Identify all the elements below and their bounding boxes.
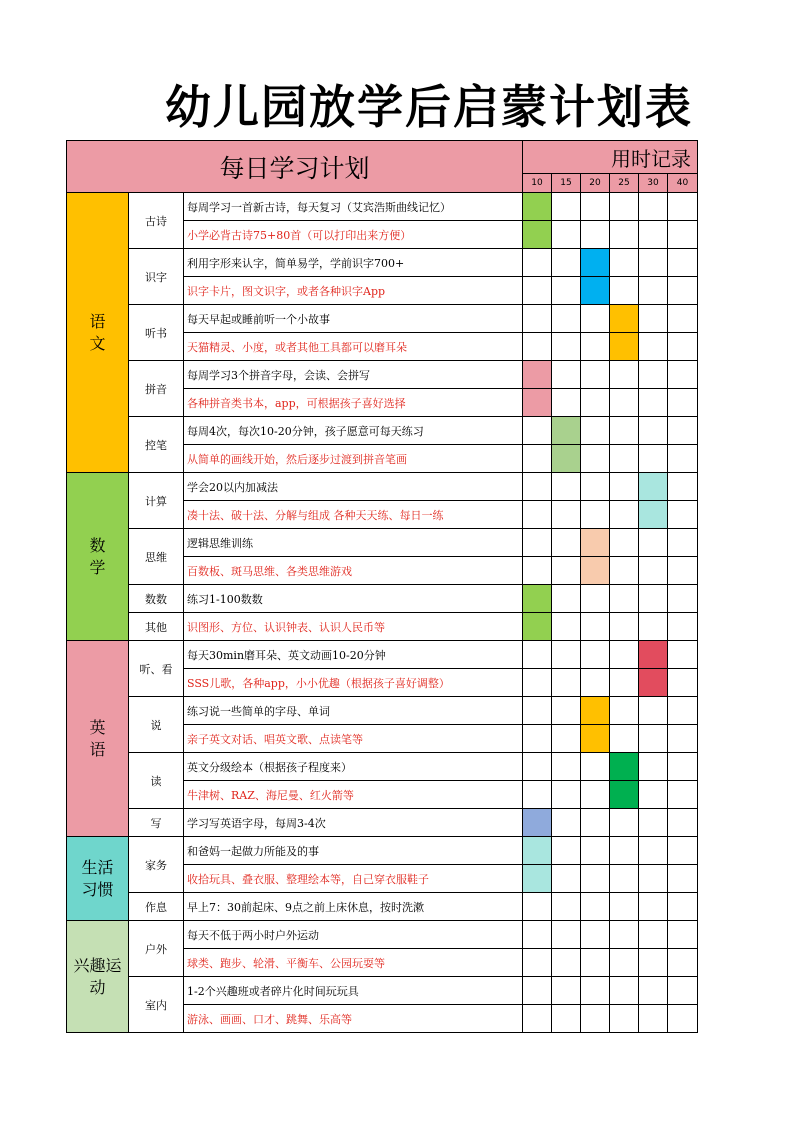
time-cell[interactable]	[552, 361, 581, 389]
time-cell[interactable]	[523, 781, 552, 809]
time-cell[interactable]	[668, 725, 698, 753]
time-cell[interactable]	[581, 501, 610, 529]
subject-label: 室内	[129, 977, 184, 1033]
table-row	[67, 809, 698, 837]
subject-label: 计算	[129, 473, 184, 529]
time-cell[interactable]	[610, 361, 639, 389]
time-cell[interactable]	[581, 809, 610, 837]
time-cell[interactable]	[639, 557, 668, 585]
time-cell-filled[interactable]	[523, 389, 552, 417]
subject-label: 读	[129, 753, 184, 809]
time-cell[interactable]	[639, 277, 668, 305]
subject-label: 古诗	[129, 193, 184, 249]
time-cell[interactable]	[668, 417, 698, 445]
time-cell[interactable]	[552, 193, 581, 221]
time-cell[interactable]	[610, 725, 639, 753]
time-cell-filled[interactable]	[581, 697, 610, 725]
time-cell-filled[interactable]	[523, 221, 552, 249]
time-cell[interactable]	[552, 529, 581, 557]
time-cell[interactable]	[668, 949, 698, 977]
time-cell[interactable]	[552, 865, 581, 893]
time-cell[interactable]	[639, 361, 668, 389]
time-cell[interactable]	[610, 697, 639, 725]
plan-text: 每周4次，每次10-20分钟，孩子愿意可每天练习	[184, 417, 523, 445]
table-row	[67, 977, 698, 1005]
time-cell[interactable]	[523, 333, 552, 361]
time-cell[interactable]	[552, 501, 581, 529]
plan-text: 1-2个兴趣班或者碎片化时间玩玩具	[184, 977, 523, 1005]
time-cell[interactable]	[523, 921, 552, 949]
time-cell-filled[interactable]	[639, 473, 668, 501]
time-cell[interactable]	[581, 977, 610, 1005]
time-cell[interactable]	[552, 221, 581, 249]
time-cell[interactable]	[668, 445, 698, 473]
time-cell[interactable]	[639, 697, 668, 725]
plan-text: 练习1-100数数	[184, 585, 523, 613]
time-cell-filled[interactable]	[523, 193, 552, 221]
category-label: 生活 习惯	[67, 837, 129, 921]
time-cell[interactable]	[639, 977, 668, 1005]
table-row	[67, 417, 698, 445]
time-cell[interactable]	[639, 585, 668, 613]
time-cell[interactable]	[639, 333, 668, 361]
table-row	[67, 837, 698, 865]
plan-text: 利用字形来认字，简单易学，学前识字700+	[184, 249, 523, 277]
plan-text: 天猫精灵、小度，或者其他工具都可以磨耳朵	[184, 333, 523, 361]
time-cell[interactable]	[581, 753, 610, 781]
time-cell[interactable]	[581, 333, 610, 361]
time-cell-filled[interactable]	[523, 865, 552, 893]
time-cell[interactable]	[552, 389, 581, 417]
time-cell[interactable]	[668, 389, 698, 417]
time-cell[interactable]	[581, 445, 610, 473]
time-cell[interactable]	[552, 249, 581, 277]
time-cell[interactable]	[523, 1005, 552, 1033]
time-cell[interactable]	[668, 809, 698, 837]
plan-text: 和爸妈一起做力所能及的事	[184, 837, 523, 865]
time-cell[interactable]	[581, 473, 610, 501]
plan-text: 球类、跑步、轮滑、平衡车、公园玩耍等	[184, 949, 523, 977]
time-cell-filled[interactable]	[581, 725, 610, 753]
time-cell[interactable]	[668, 697, 698, 725]
time-cell[interactable]	[668, 501, 698, 529]
time-cell[interactable]	[610, 417, 639, 445]
time-cell[interactable]	[523, 725, 552, 753]
time-cell-filled[interactable]	[639, 501, 668, 529]
plan-text: 每周学习3个拼音字母，会读、会拼写	[184, 361, 523, 389]
time-cell[interactable]	[639, 893, 668, 921]
time-cell-filled[interactable]	[610, 753, 639, 781]
time-cell[interactable]	[523, 669, 552, 697]
time-cell[interactable]	[552, 305, 581, 333]
subject-label: 识字	[129, 249, 184, 305]
plan-text: 练习说一些简单的字母、单词	[184, 697, 523, 725]
table-row	[67, 893, 698, 921]
time-cell[interactable]	[668, 529, 698, 557]
time-cell[interactable]	[552, 893, 581, 921]
time-cell[interactable]	[610, 613, 639, 641]
subject-label: 家务	[129, 837, 184, 893]
time-cell[interactable]	[610, 585, 639, 613]
time-cell-filled[interactable]	[523, 613, 552, 641]
minute-tick: 40	[668, 174, 698, 193]
time-cell[interactable]	[610, 809, 639, 837]
time-cell[interactable]	[552, 725, 581, 753]
time-cell[interactable]	[610, 893, 639, 921]
time-cell-filled[interactable]	[552, 445, 581, 473]
time-cell[interactable]	[523, 697, 552, 725]
subject-label: 听书	[129, 305, 184, 361]
plan-text: 小学必背古诗75+80首（可以打印出来方便）	[184, 221, 523, 249]
time-cell[interactable]	[639, 249, 668, 277]
plan-text: 早上7：30前起床、9点之前上床休息，按时洗漱	[184, 893, 523, 921]
minute-tick: 15	[552, 174, 581, 193]
table-row	[67, 193, 698, 221]
page-title: 幼儿园放学后启蒙计划表	[165, 80, 693, 134]
time-cell[interactable]	[581, 921, 610, 949]
time-cell[interactable]	[668, 333, 698, 361]
subject-label: 其他	[129, 613, 184, 641]
time-cell[interactable]	[610, 865, 639, 893]
time-cell[interactable]	[610, 949, 639, 977]
plan-text: SSS儿歌，各种app，小小优趣（根据孩子喜好调整）	[184, 669, 523, 697]
subject-label: 思维	[129, 529, 184, 585]
plan-text: 学习写英语字母，每周3-4次	[184, 809, 523, 837]
time-cell[interactable]	[668, 193, 698, 221]
time-cell[interactable]	[668, 781, 698, 809]
plan-text: 每周学习一首新古诗，每天复习（艾宾浩斯曲线记忆）	[184, 193, 523, 221]
table-row	[67, 249, 698, 277]
time-cell[interactable]	[581, 893, 610, 921]
time-cell-filled[interactable]	[610, 305, 639, 333]
time-cell[interactable]	[639, 865, 668, 893]
time-cell[interactable]	[610, 921, 639, 949]
time-cell[interactable]	[610, 837, 639, 865]
time-cell[interactable]	[552, 585, 581, 613]
time-cell[interactable]	[552, 949, 581, 977]
time-cell[interactable]	[523, 445, 552, 473]
plan-text: 识图形、方位、认识钟表、认识人民币等	[184, 613, 523, 641]
plan-text: 英文分级绘本（根据孩子程度来）	[184, 753, 523, 781]
time-cell-filled[interactable]	[610, 333, 639, 361]
time-cell[interactable]	[668, 1005, 698, 1033]
subject-label: 拼音	[129, 361, 184, 417]
category-label: 语 文	[67, 193, 129, 473]
time-cell[interactable]	[639, 725, 668, 753]
plan-text: 牛津树、RAZ、海尼曼、红火箭等	[184, 781, 523, 809]
plan-text: 每天不低于两小时户外运动	[184, 921, 523, 949]
time-cell[interactable]	[610, 473, 639, 501]
time-cell[interactable]	[552, 977, 581, 1005]
time-cell[interactable]	[552, 697, 581, 725]
time-cell[interactable]	[639, 305, 668, 333]
plan-text: 各种拼音类书本，app，可根据孩子喜好选择	[184, 389, 523, 417]
plan-text: 收拾玩具、叠衣服、整理绘本等，自己穿衣服鞋子	[184, 865, 523, 893]
time-cell[interactable]	[581, 221, 610, 249]
time-cell[interactable]	[523, 417, 552, 445]
time-cell[interactable]	[639, 613, 668, 641]
plan-text: 亲子英文对话、唱英文歌、点读笔等	[184, 725, 523, 753]
minute-tick: 10	[523, 174, 552, 193]
time-cell[interactable]	[581, 613, 610, 641]
time-cell-filled[interactable]	[639, 669, 668, 697]
time-cell[interactable]	[581, 781, 610, 809]
time-cell[interactable]	[639, 921, 668, 949]
time-cell[interactable]	[581, 837, 610, 865]
time-cell[interactable]	[610, 277, 639, 305]
table-row	[67, 529, 698, 557]
time-cell-filled[interactable]	[581, 249, 610, 277]
subject-label: 写	[129, 809, 184, 837]
time-cell[interactable]	[668, 305, 698, 333]
time-cell[interactable]	[668, 277, 698, 305]
time-cell-filled[interactable]	[639, 641, 668, 669]
time-cell[interactable]	[581, 641, 610, 669]
time-cell[interactable]	[581, 361, 610, 389]
time-cell[interactable]	[610, 249, 639, 277]
time-cell[interactable]	[523, 529, 552, 557]
subject-label: 户外	[129, 921, 184, 977]
minute-tick: 20	[581, 174, 610, 193]
table-row	[67, 697, 698, 725]
table-row	[67, 473, 698, 501]
plan-table	[66, 140, 698, 1033]
time-cell[interactable]	[668, 585, 698, 613]
time-cell[interactable]	[552, 781, 581, 809]
plan-text: 百数板、斑马思维、各类思维游戏	[184, 557, 523, 585]
category-label: 英 语	[67, 641, 129, 837]
time-cell[interactable]	[639, 837, 668, 865]
subject-label: 听、看	[129, 641, 184, 697]
time-cell-filled[interactable]	[523, 361, 552, 389]
time-cell-filled[interactable]	[523, 585, 552, 613]
time-cell[interactable]	[668, 977, 698, 1005]
time-cell[interactable]	[610, 641, 639, 669]
plan-text: 学会20以内加减法	[184, 473, 523, 501]
time-cell[interactable]	[610, 529, 639, 557]
time-cell[interactable]	[552, 473, 581, 501]
time-cell[interactable]	[523, 501, 552, 529]
plan-text: 从简单的画线开始，然后逐步过渡到拼音笔画	[184, 445, 523, 473]
time-cell[interactable]	[639, 949, 668, 977]
plan-text: 每天30min磨耳朵、英文动画10-20分钟	[184, 641, 523, 669]
time-cell-filled[interactable]	[552, 417, 581, 445]
time-cell[interactable]	[639, 753, 668, 781]
time-cell-filled[interactable]	[523, 809, 552, 837]
table-row	[67, 641, 698, 669]
time-cell[interactable]	[552, 921, 581, 949]
time-cell[interactable]	[581, 193, 610, 221]
time-cell[interactable]	[552, 669, 581, 697]
time-cell-filled[interactable]	[523, 837, 552, 865]
time-cell[interactable]	[639, 221, 668, 249]
time-cell[interactable]	[639, 809, 668, 837]
time-cell[interactable]	[639, 417, 668, 445]
time-cell[interactable]	[552, 277, 581, 305]
time-cell[interactable]	[639, 389, 668, 417]
time-cell[interactable]	[581, 305, 610, 333]
time-cell[interactable]	[523, 977, 552, 1005]
time-cell[interactable]	[668, 837, 698, 865]
time-cell[interactable]	[639, 529, 668, 557]
subject-label: 说	[129, 697, 184, 753]
time-cell[interactable]	[668, 473, 698, 501]
time-cell[interactable]	[610, 1005, 639, 1033]
time-cell[interactable]	[552, 1005, 581, 1033]
time-cell[interactable]	[523, 557, 552, 585]
subject-label: 作息	[129, 893, 184, 921]
time-cell[interactable]	[668, 249, 698, 277]
time-record-header: 用时记录	[523, 141, 698, 174]
time-cell[interactable]	[610, 445, 639, 473]
plan-text: 凑十法、破十法、分解与组成 各种天天练、每日一练	[184, 501, 523, 529]
time-cell[interactable]	[668, 893, 698, 921]
time-cell-filled[interactable]	[581, 557, 610, 585]
minute-tick: 25	[610, 174, 639, 193]
time-cell[interactable]	[552, 809, 581, 837]
time-cell[interactable]	[668, 557, 698, 585]
time-cell[interactable]	[523, 753, 552, 781]
time-cell[interactable]	[639, 193, 668, 221]
time-cell[interactable]	[523, 277, 552, 305]
time-cell[interactable]	[610, 977, 639, 1005]
time-cell[interactable]	[523, 473, 552, 501]
time-cell[interactable]	[523, 641, 552, 669]
plan-text: 每天早起或睡前听一个小故事	[184, 305, 523, 333]
plan-text: 逻辑思维训练	[184, 529, 523, 557]
subject-label: 控笔	[129, 417, 184, 473]
time-cell[interactable]	[581, 865, 610, 893]
table-row	[67, 305, 698, 333]
time-cell[interactable]	[610, 669, 639, 697]
category-label: 兴趣运 动	[67, 921, 129, 1033]
time-cell[interactable]	[523, 249, 552, 277]
time-cell[interactable]	[552, 753, 581, 781]
time-cell[interactable]	[581, 949, 610, 977]
time-cell[interactable]	[552, 333, 581, 361]
time-cell[interactable]	[610, 221, 639, 249]
time-cell[interactable]	[668, 641, 698, 669]
time-cell[interactable]	[581, 1005, 610, 1033]
time-cell[interactable]	[639, 1005, 668, 1033]
time-cell[interactable]	[552, 641, 581, 669]
time-cell[interactable]	[610, 501, 639, 529]
daily-plan-header: 每日学习计划	[67, 141, 523, 193]
time-cell[interactable]	[523, 305, 552, 333]
time-cell-filled[interactable]	[581, 277, 610, 305]
time-cell-filled[interactable]	[581, 529, 610, 557]
time-cell-filled[interactable]	[610, 781, 639, 809]
minute-tick: 30	[639, 174, 668, 193]
time-cell[interactable]	[610, 389, 639, 417]
time-cell[interactable]	[668, 921, 698, 949]
plan-text: 游泳、画画、口才、跳舞、乐高等	[184, 1005, 523, 1033]
plan-text: 识字卡片，图文识字，或者各种识字App	[184, 277, 523, 305]
time-cell[interactable]	[552, 557, 581, 585]
time-cell[interactable]	[668, 865, 698, 893]
category-label: 数 学	[67, 473, 129, 641]
time-cell[interactable]	[610, 193, 639, 221]
subject-label: 数数	[129, 585, 184, 613]
time-cell[interactable]	[639, 781, 668, 809]
table-row	[67, 361, 698, 389]
time-cell[interactable]	[668, 613, 698, 641]
time-cell[interactable]	[639, 445, 668, 473]
time-cell[interactable]	[552, 837, 581, 865]
time-cell[interactable]	[581, 669, 610, 697]
time-cell[interactable]	[668, 361, 698, 389]
time-cell[interactable]	[552, 613, 581, 641]
time-cell[interactable]	[581, 389, 610, 417]
time-cell[interactable]	[668, 669, 698, 697]
time-cell[interactable]	[668, 753, 698, 781]
time-cell[interactable]	[668, 221, 698, 249]
table-row	[67, 921, 698, 949]
time-cell[interactable]	[523, 893, 552, 921]
time-cell[interactable]	[523, 949, 552, 977]
table-row	[67, 613, 698, 641]
table-row	[67, 753, 698, 781]
time-cell[interactable]	[581, 417, 610, 445]
table-row	[67, 585, 698, 613]
time-cell[interactable]	[581, 585, 610, 613]
time-cell[interactable]	[610, 557, 639, 585]
